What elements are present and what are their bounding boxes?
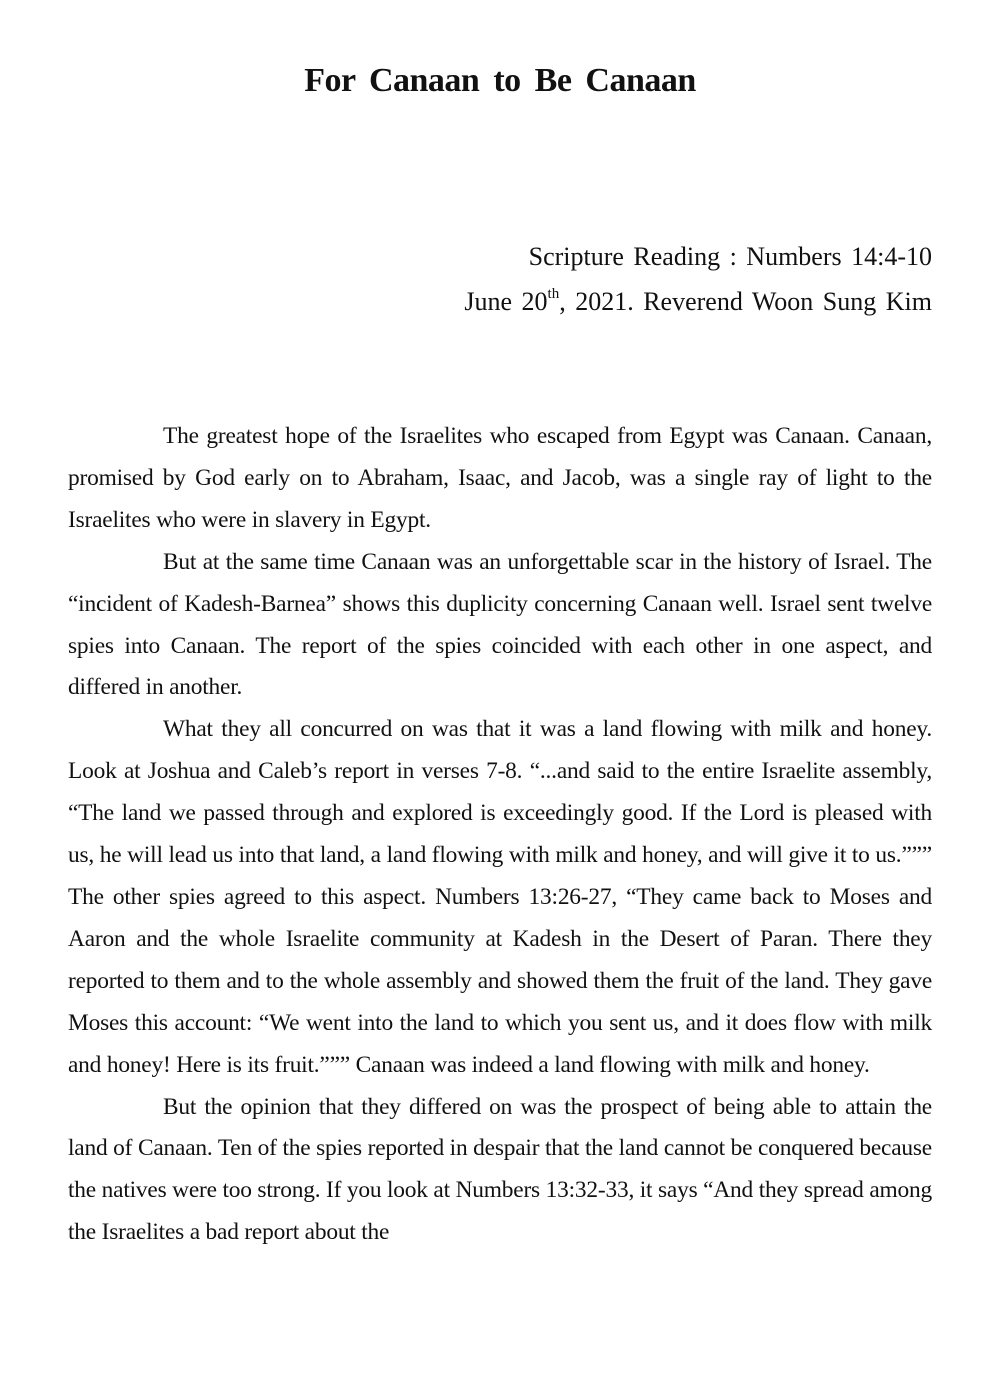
paragraph: What they all concurred on was that it was a land flowing with milk and honey. Look at Joshua and Caleb’s report in verses 7-8. “...and said to the entire Israelite assembly, “The land we passed through and explored is exceedingly good. If the Lord is pleased with us, he will lead us into that land, a land flowing with milk and honey, and will give it to us.””” The other spies agreed to this aspect. Numbers 13:26-27, “They came back to Moses and Aaron and the whole Israelite community at Kadesh in the Desert of Paran. There they reported to them and to the whole assembly and showed them the fruit of the land. They gave Moses this account: “We went into the land to which you sent us, and it does flow with milk and honey! Here is its fruit.””” Canaan was indeed a land flowing with milk and honey. — [68, 716, 932, 1078]
paragraph: But at the same time Canaan was an unforgettable scar in the history of Israel. The “incident of Kadesh-Barnea” shows this duplicity concerning Canaan well. Israel sent twelve spies into Canaan. The report of the spies coincided with each other in one aspect, and differed in another. — [68, 548, 932, 701]
date-ordinal-suffix: th — [547, 286, 560, 303]
scripture-reading: Scripture Reading : Numbers 14:4-10 — [528, 242, 932, 271]
date-day: June 20 — [464, 287, 548, 316]
sermon-date-author — [464, 279, 932, 324]
sermon-body — [68, 416, 932, 1254]
date-year-author: , 2021. Reverend Woon Sung Kim — [559, 287, 932, 316]
paragraph: But the opinion that they differed on was the prospect of being able to attain the land of Canaan. Ten of the spies reported in despair that the land cannot be conquered because the natives were too strong. If you look at Numbers 13:32-33, it says “And they spread among the Israelites a bad report about the — [68, 1093, 932, 1246]
document-title: For Canaan to Be Canaan — [304, 62, 696, 99]
sermon-info — [464, 234, 932, 324]
paragraph: The greatest hope of the Israelites who escaped from Egypt was Canaan. Canaan, promised by God early on to Abraham, Isaac, and Jacob, was a single ray of light to the Israelites who were in slavery in Egypt. — [68, 423, 932, 533]
